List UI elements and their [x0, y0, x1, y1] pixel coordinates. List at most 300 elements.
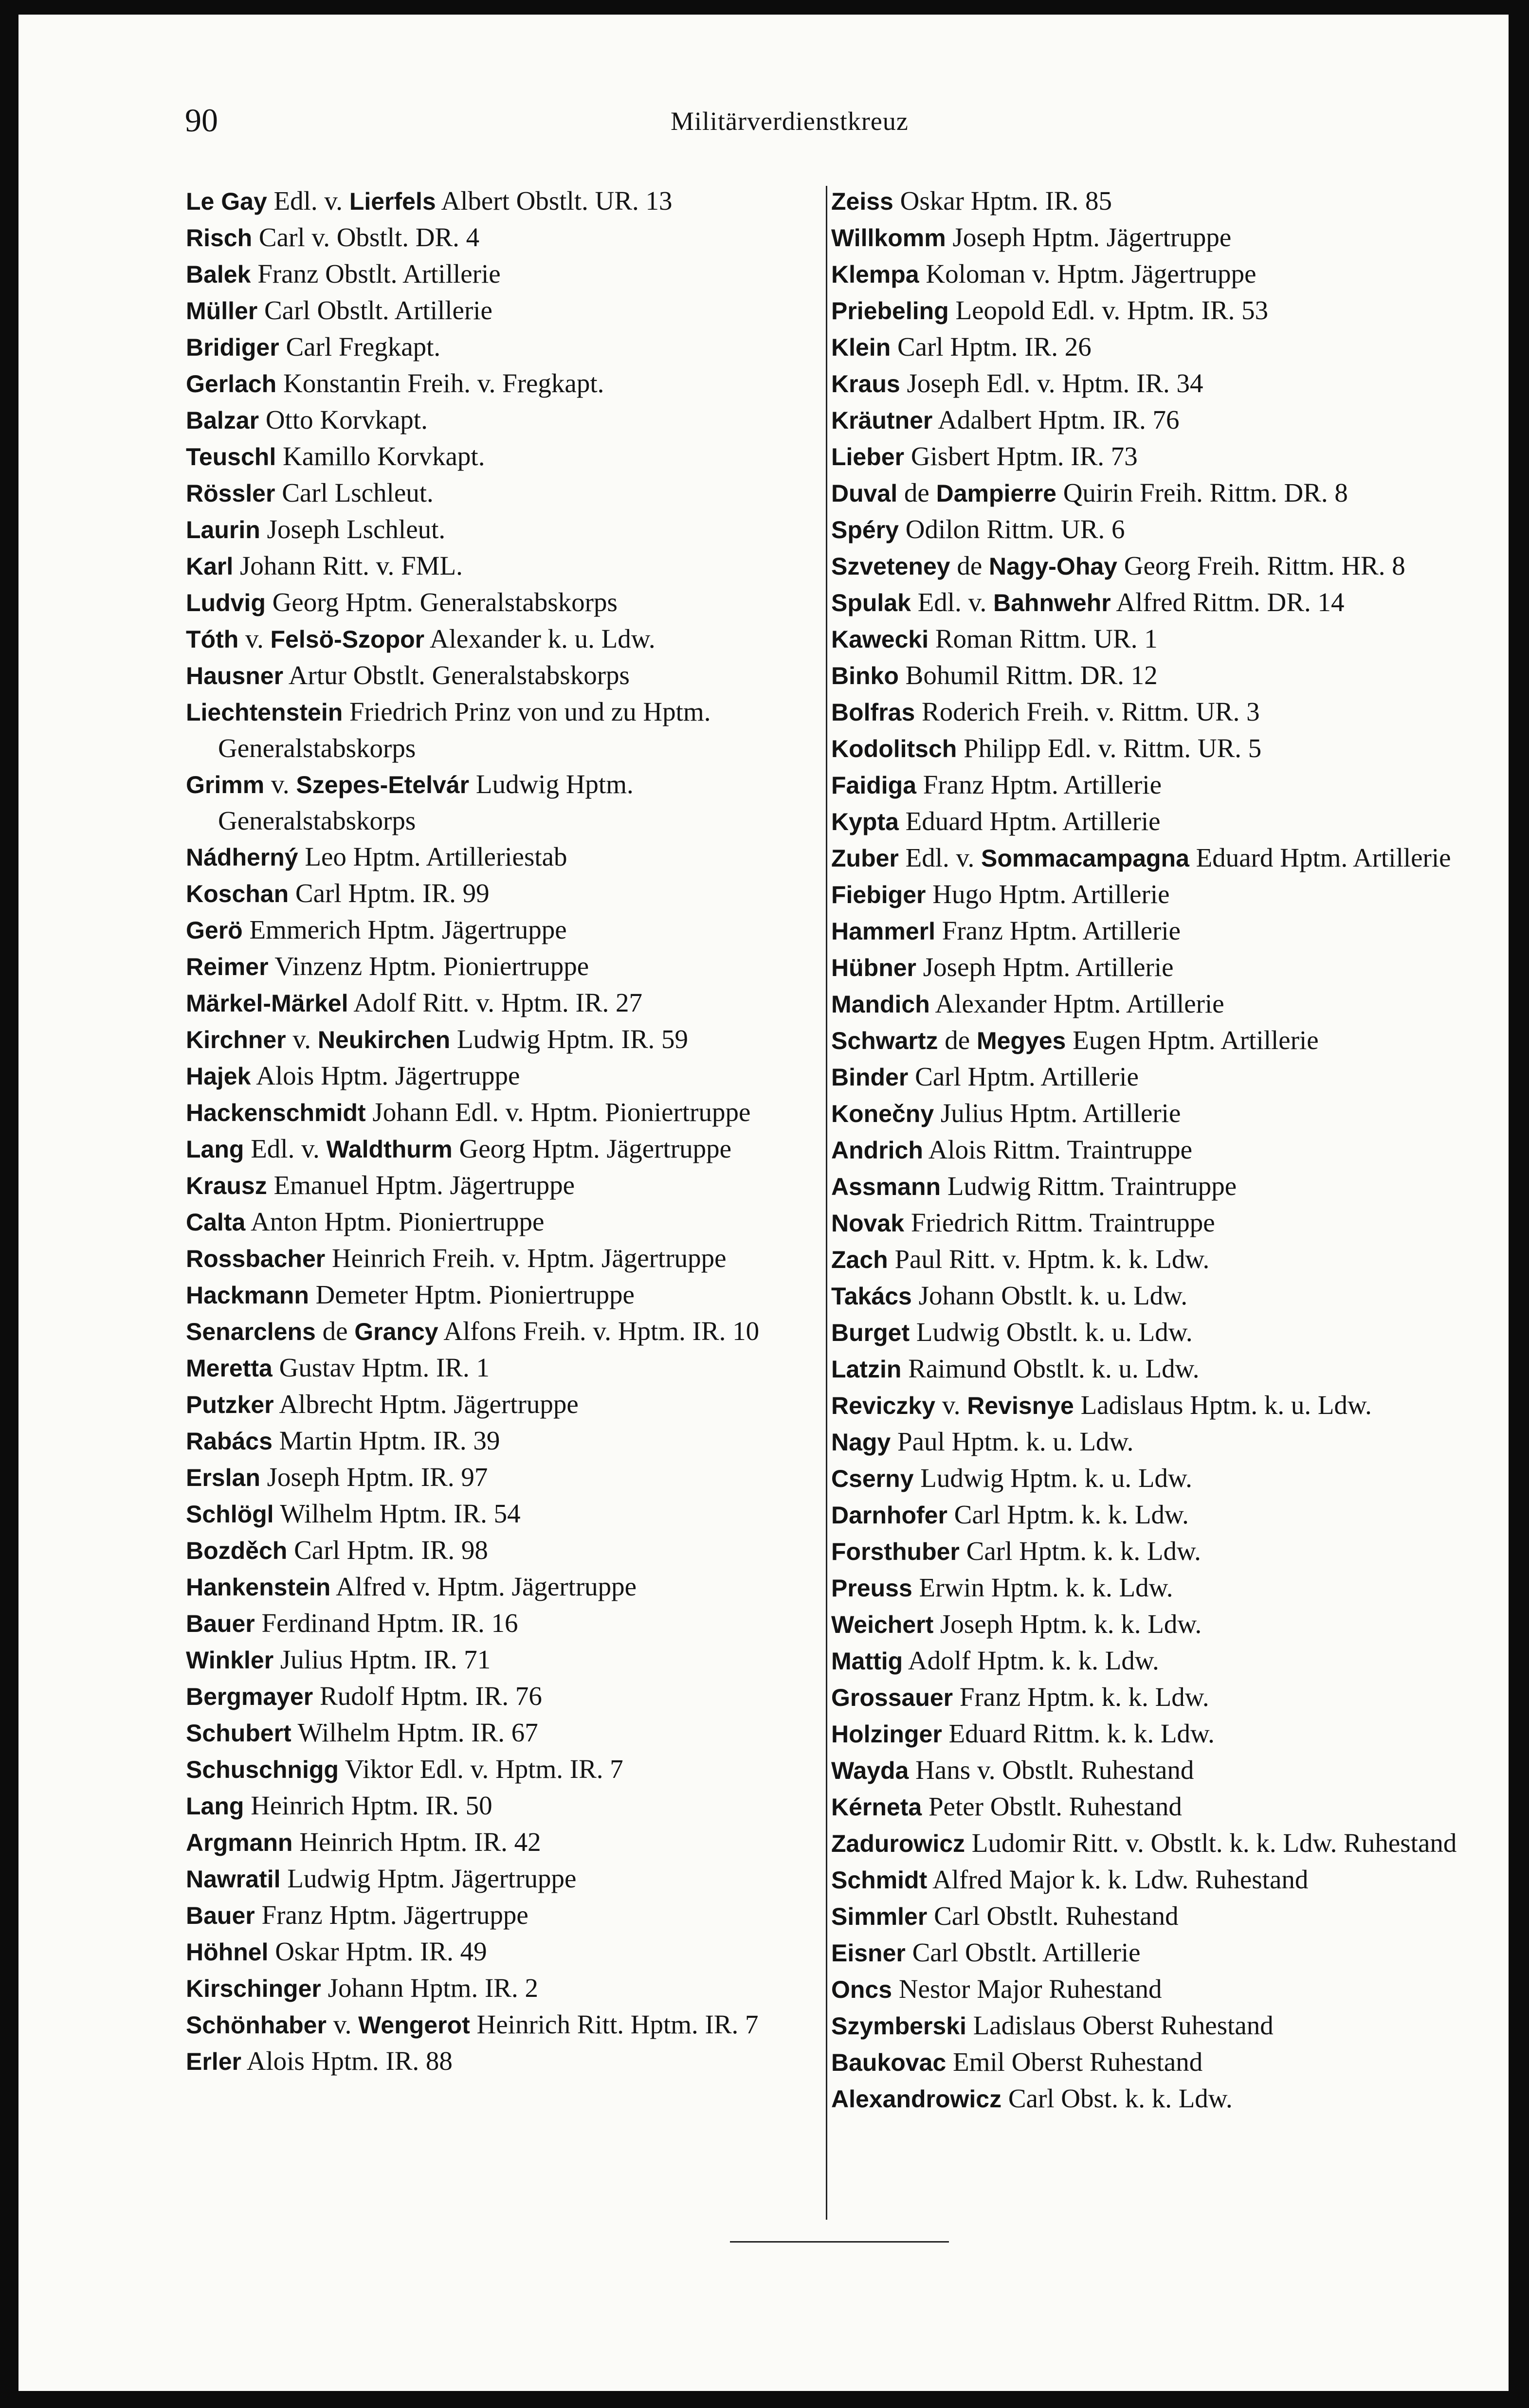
- entry-details: Vinzenz Hptm. Pioniertruppe: [268, 951, 589, 981]
- entry-surname: Rössler: [186, 480, 275, 507]
- list-entry: [186, 1350, 822, 1386]
- entry-details: Ludwig Obstlt. k. u. Ldw.: [910, 1317, 1193, 1347]
- entry-details: Adalbert Hptm. IR. 76: [932, 405, 1180, 435]
- entry-surname: Senarclens: [186, 1318, 316, 1345]
- entry-surname: Schmidt: [831, 1866, 928, 1894]
- list-entry: [831, 1606, 1486, 1643]
- entry-details: Franz Hptm. k. k. Ldw.: [953, 1682, 1209, 1712]
- list-entry: [186, 2007, 822, 2043]
- entry-details: Ludwig Hptm. Generalstabskorps: [218, 769, 634, 835]
- list-entry: [186, 1459, 822, 1496]
- entry-details: Carl Hptm. k. k. Ldw.: [959, 1536, 1201, 1566]
- list-entry: [831, 1205, 1486, 1241]
- list-entry: [186, 548, 822, 584]
- list-entry: [831, 1095, 1486, 1132]
- entry-surname: Fiebiger: [831, 881, 926, 908]
- list-entry: [186, 1167, 822, 1204]
- entry-details: Ludwig Hptm. Jägertruppe: [280, 1864, 577, 1893]
- list-entry: [186, 511, 822, 548]
- entry-surname: Kérneta: [831, 1793, 922, 1821]
- entry-surname: Szveteney: [831, 553, 950, 580]
- left-column: [186, 183, 822, 2080]
- entry-details: Alois Hptm. Jägertruppe: [251, 1061, 520, 1090]
- entry-details: Heinrich Hptm. IR. 42: [292, 1827, 541, 1857]
- entry-surname: Lierfels: [349, 188, 436, 215]
- entry-details: Koloman v. Hptm. Jägertruppe: [919, 259, 1256, 289]
- list-entry: [186, 1751, 822, 1788]
- entry-details: Joseph Edl. v. Hptm. IR. 34: [900, 368, 1203, 398]
- list-entry: [186, 1532, 822, 1569]
- entry-details: Paul Hptm. k. u. Ldw.: [891, 1427, 1134, 1456]
- entry-details: Hans v. Obstlt. Ruhestand: [909, 1755, 1194, 1785]
- list-entry: [186, 1788, 822, 1824]
- list-entry: [831, 1825, 1486, 1862]
- entry-surname: Kirschinger: [186, 1975, 321, 2002]
- list-entry: [831, 511, 1486, 548]
- entry-details: Johann Ritt. v. FML.: [233, 551, 463, 580]
- entry-details: Carl Hptm. IR. 98: [287, 1535, 488, 1565]
- list-entry: [831, 1022, 1486, 1059]
- list-entry: [831, 1570, 1486, 1606]
- entry-surname: Bauer: [186, 1610, 255, 1637]
- entry-details: de: [315, 1316, 355, 1346]
- entry-surname: Nawratil: [186, 1865, 281, 1893]
- entry-surname: Koschan: [186, 880, 289, 907]
- entry-surname: Hajek: [186, 1063, 251, 1090]
- list-entry: [831, 803, 1486, 840]
- entry-details: v.: [286, 1024, 318, 1054]
- entry-details: v.: [326, 2010, 359, 2039]
- list-entry: [831, 730, 1486, 767]
- list-entry: [186, 1277, 822, 1313]
- entry-details: Carl Hptm. IR. 99: [289, 878, 490, 908]
- entry-surname: Baukovac: [831, 2049, 947, 2076]
- entry-details: Demeter Hptm. Pioniertruppe: [309, 1280, 635, 1309]
- list-entry: [186, 292, 822, 329]
- entry-surname: Teuschl: [186, 443, 276, 471]
- entry-details: Adolf Hptm. k. k. Ldw.: [903, 1646, 1159, 1675]
- entry-details: Raimund Obstlt. k. u. Ldw.: [901, 1354, 1200, 1383]
- entry-details: Joseph Hptm. k. k. Ldw.: [933, 1609, 1202, 1639]
- list-entry: [831, 1752, 1486, 1789]
- entry-surname: Andrich: [831, 1137, 923, 1164]
- entry-surname: Simmler: [831, 1903, 928, 1930]
- list-entry: [831, 949, 1486, 986]
- entry-surname: Winkler: [186, 1647, 274, 1674]
- list-entry: [831, 1314, 1486, 1351]
- entry-surname: Kodolitsch: [831, 735, 957, 762]
- entry-surname: Faidiga: [831, 772, 917, 799]
- entry-details: Alois Rittm. Traintruppe: [923, 1135, 1193, 1164]
- list-entry: [186, 1094, 822, 1131]
- list-entry: [186, 1642, 822, 1678]
- entry-details: de: [938, 1025, 977, 1055]
- entry-details: Ludwig Hptm. k. u. Ldw.: [913, 1463, 1192, 1493]
- entry-details: v.: [238, 624, 271, 653]
- list-entry: [831, 1278, 1486, 1314]
- entry-surname: Kypta: [831, 808, 899, 835]
- entry-surname: Szepes-Etelvár: [296, 771, 470, 798]
- entry-details: de: [897, 478, 936, 507]
- entry-surname: Tóth: [186, 626, 239, 653]
- entry-surname: Eisner: [831, 1939, 906, 1967]
- entry-details: Eduard Hptm. Artillerie: [1189, 843, 1451, 872]
- entry-details: Albert Obstlt. UR. 13: [436, 186, 673, 216]
- list-entry: [186, 1715, 822, 1751]
- entry-surname: Meretta: [186, 1355, 273, 1382]
- entry-details: Roderich Freih. v. Rittm. UR. 3: [915, 697, 1260, 726]
- list-entry: [831, 2044, 1486, 2081]
- list-entry: [831, 1935, 1486, 1971]
- entry-surname: Höhnel: [186, 1938, 269, 1966]
- entry-details: Joseph Hptm. IR. 97: [260, 1462, 488, 1492]
- entry-surname: Klempa: [831, 261, 919, 288]
- entry-details: Quirin Freih. Rittm. DR. 8: [1056, 478, 1348, 507]
- entry-surname: Balek: [186, 261, 251, 288]
- entry-surname: Argmann: [186, 1829, 293, 1856]
- entry-details: de: [950, 551, 989, 580]
- entry-details: Joseph Lschleut.: [260, 514, 446, 544]
- entry-surname: Takács: [831, 1283, 912, 1310]
- page-number: 90: [185, 102, 218, 139]
- list-entry: [831, 402, 1486, 438]
- list-entry: [186, 621, 822, 657]
- list-entry: [831, 1424, 1486, 1460]
- entry-surname: Weichert: [831, 1611, 934, 1638]
- entry-surname: Holzinger: [831, 1720, 942, 1748]
- entry-surname: Grimm: [186, 771, 265, 798]
- list-entry: [831, 365, 1486, 402]
- list-entry: [186, 219, 822, 256]
- list-entry: [186, 256, 822, 292]
- entry-surname: Hackenschmidt: [186, 1099, 366, 1126]
- list-entry: [186, 1824, 822, 1861]
- list-entry: [186, 1678, 822, 1715]
- entry-surname: Laurin: [186, 516, 260, 543]
- entry-details: Georg Freih. Rittm. HR. 8: [1117, 551, 1405, 580]
- entry-details: Eduard Hptm. Artillerie: [898, 806, 1161, 836]
- list-entry: [831, 1898, 1486, 1935]
- list-entry: [831, 329, 1486, 365]
- entry-surname: Erler: [186, 2048, 241, 2075]
- entry-surname: Felsö-Szopor: [270, 626, 425, 653]
- entry-details: Georg Hptm. Generalstabskorps: [265, 587, 618, 617]
- entry-details: Carl Hptm. Artillerie: [908, 1062, 1139, 1091]
- entry-surname: Binko: [831, 662, 899, 689]
- entry-details: Leo Hptm. Artilleriestab: [298, 842, 567, 871]
- entry-details: Carl Hptm. IR. 26: [891, 332, 1092, 362]
- entry-details: Kamillo Korvkapt.: [276, 441, 485, 471]
- entry-details: Martin Hptm. IR. 39: [272, 1426, 500, 1455]
- entry-details: Eugen Hptm. Artillerie: [1066, 1025, 1319, 1055]
- entry-surname: Assmann: [831, 1173, 941, 1200]
- list-entry: [831, 767, 1486, 803]
- list-entry: [186, 1605, 822, 1642]
- list-entry: [186, 875, 822, 912]
- entry-surname: Bahnwehr: [993, 589, 1111, 616]
- entry-details: Adolf Ritt. v. Hptm. IR. 27: [348, 988, 643, 1017]
- entry-details: Ludomir Ritt. v. Obstlt. k. k. Ldw. Ruhestand: [965, 1828, 1457, 1858]
- entry-details: Alfred Rittm. DR. 14: [1110, 587, 1345, 617]
- entry-surname: Dampierre: [936, 480, 1056, 507]
- entry-details: Nestor Major Ruhestand: [892, 1974, 1162, 2004]
- entry-details: Peter Obstlt. Ruhestand: [922, 1792, 1182, 1821]
- list-entry: [186, 2043, 822, 2080]
- entry-details: Albrecht Hptm. Jägertruppe: [273, 1389, 579, 1419]
- entry-details: Carl Lschleut.: [275, 478, 434, 507]
- entry-details: Odilon Rittm. UR. 6: [898, 514, 1125, 544]
- entry-surname: Duval: [831, 480, 898, 507]
- entry-details: Gisbert Hptm. IR. 73: [904, 441, 1138, 471]
- entry-details: Heinrich Freih. v. Hptm. Jägertruppe: [325, 1243, 727, 1273]
- entry-surname: Balzar: [186, 407, 259, 434]
- entry-surname: Liechtenstein: [186, 699, 343, 726]
- entry-surname: Krausz: [186, 1172, 267, 1199]
- entry-surname: Schubert: [186, 1720, 291, 1747]
- entry-surname: Kräutner: [831, 407, 933, 434]
- entry-details: Bohumil Rittm. DR. 12: [898, 660, 1158, 690]
- list-entry: [186, 1131, 822, 1167]
- entry-details: Carl Obstlt. Artillerie: [257, 295, 492, 325]
- entry-surname: Calta: [186, 1209, 246, 1236]
- entry-details: Johann Edl. v. Hptm. Pioniertruppe: [365, 1097, 751, 1127]
- list-entry: [831, 913, 1486, 949]
- entry-surname: Willkomm: [831, 224, 946, 252]
- entry-details: Ludwig Rittm. Traintruppe: [941, 1171, 1237, 1201]
- list-entry: [186, 1423, 822, 1459]
- entry-surname: Kirchner: [186, 1026, 286, 1053]
- entry-surname: Wayda: [831, 1757, 909, 1784]
- list-entry: [186, 584, 822, 621]
- list-entry: [831, 1716, 1486, 1752]
- list-entry: [186, 839, 822, 875]
- list-entry: [831, 292, 1486, 329]
- entry-details: Emanuel Hptm. Jägertruppe: [267, 1170, 575, 1200]
- entry-surname: Grancy: [354, 1318, 438, 1345]
- entry-details: Julius Hptm. IR. 71: [273, 1645, 491, 1674]
- page-sheet: [18, 15, 1509, 2391]
- entry-details: Johann Hptm. IR. 2: [321, 1973, 538, 2003]
- list-entry: [831, 1059, 1486, 1095]
- entry-details: Carl Fregkapt.: [279, 332, 441, 362]
- entry-details: Alexander k. u. Ldw.: [424, 624, 655, 653]
- list-entry: [186, 657, 822, 694]
- entry-surname: Wengerot: [358, 2011, 470, 2039]
- entry-surname: Rossbacher: [186, 1245, 326, 1272]
- list-entry: [831, 1168, 1486, 1205]
- list-entry: [186, 402, 822, 438]
- entry-surname: Karl: [186, 553, 234, 580]
- entry-surname: Bolfras: [831, 699, 915, 726]
- entry-details: Oskar Hptm. IR. 49: [268, 1937, 487, 1966]
- list-entry: [186, 329, 822, 365]
- running-title: Militärverdienstkreuz: [671, 107, 909, 136]
- entry-details: Georg Hptm. Jägertruppe: [452, 1134, 732, 1163]
- entry-details: Oskar Hptm. IR. 85: [893, 186, 1112, 216]
- list-entry: [831, 1460, 1486, 1497]
- list-entry: [186, 1934, 822, 1970]
- list-entry: [831, 1497, 1486, 1533]
- entry-details: Emmerich Hptm. Jägertruppe: [242, 915, 567, 944]
- entry-surname: Lang: [186, 1792, 244, 1820]
- entry-details: Ferdinand Hptm. IR. 16: [255, 1608, 518, 1638]
- entry-surname: Ludvig: [186, 589, 266, 616]
- entry-surname: Zadurowicz: [831, 1830, 965, 1857]
- entry-surname: Le Gay: [186, 188, 267, 215]
- list-entry: [186, 1861, 822, 1897]
- entry-surname: Rabács: [186, 1428, 273, 1455]
- entry-surname: Nagy-Ohay: [989, 553, 1117, 580]
- list-entry: [831, 876, 1486, 913]
- entry-details: Hugo Hptm. Artillerie: [926, 879, 1170, 909]
- entry-details: Emil Oberst Ruhestand: [946, 2047, 1203, 2077]
- entry-surname: Gerlach: [186, 370, 277, 398]
- list-entry: [186, 1058, 822, 1094]
- list-entry: [831, 1643, 1486, 1679]
- list-entry: [186, 1240, 822, 1277]
- list-entry: [186, 1496, 822, 1532]
- list-entry: [831, 584, 1486, 621]
- entry-surname: Neukirchen: [317, 1026, 451, 1053]
- entry-details: Viktor Edl. v. Hptm. IR. 7: [338, 1754, 623, 1784]
- entry-details: Friedrich Prinz von und zu Hptm. Generalstabskorps: [218, 697, 711, 763]
- entry-surname: Zach: [831, 1246, 888, 1273]
- list-entry: [831, 438, 1486, 475]
- entry-surname: Cserny: [831, 1465, 914, 1492]
- list-entry: [186, 183, 822, 219]
- entry-details: Carl Obstlt. Artillerie: [905, 1937, 1141, 1967]
- entry-details: Eduard Rittm. k. k. Ldw.: [942, 1719, 1215, 1748]
- entry-details: Wilhelm Hptm. IR. 67: [291, 1718, 538, 1747]
- list-entry: [831, 694, 1486, 730]
- entry-surname: Schlögl: [186, 1501, 274, 1528]
- list-entry: [831, 1533, 1486, 1570]
- entry-details: Ladislaus Hptm. k. u. Ldw.: [1074, 1390, 1372, 1420]
- entry-surname: Oncs: [831, 1976, 892, 2003]
- entry-details: Carl Hptm. k. k. Ldw.: [947, 1500, 1189, 1529]
- list-entry: [186, 1021, 822, 1058]
- entry-surname: Lieber: [831, 443, 905, 471]
- entry-surname: Szymberski: [831, 2012, 966, 2040]
- entry-surname: Preuss: [831, 1575, 912, 1602]
- list-entry: [831, 1241, 1486, 1278]
- entry-details: Wilhelm Hptm. IR. 54: [273, 1499, 521, 1528]
- entry-details: Heinrich Hptm. IR. 50: [244, 1791, 492, 1820]
- list-entry: [831, 2008, 1486, 2044]
- entry-details: Rudolf Hptm. IR. 76: [313, 1681, 542, 1711]
- entry-surname: Gerö: [186, 917, 243, 944]
- list-entry: [186, 438, 822, 475]
- entry-surname: Revisnye: [967, 1392, 1074, 1419]
- entry-surname: Reviczky: [831, 1392, 936, 1419]
- entry-details: Edl. v.: [910, 587, 994, 617]
- list-entry: [186, 1569, 822, 1605]
- list-entry: [186, 475, 822, 511]
- entry-details: Alfons Freih. v. Hptm. IR. 10: [438, 1316, 760, 1346]
- entry-surname: Hübner: [831, 954, 916, 981]
- entry-details: Carl Obst. k. k. Ldw.: [1001, 2083, 1233, 2113]
- entry-surname: Schwartz: [831, 1027, 938, 1054]
- list-entry: [831, 475, 1486, 511]
- list-entry: [831, 1387, 1486, 1424]
- entry-details: Julius Hptm. Artillerie: [934, 1098, 1181, 1128]
- entry-surname: Megyes: [976, 1027, 1066, 1054]
- entry-surname: Spulak: [831, 589, 911, 616]
- list-entry: [831, 2081, 1486, 2117]
- list-entry: [186, 1897, 822, 1934]
- list-entry: [186, 985, 822, 1021]
- list-entry: [186, 912, 822, 948]
- list-entry: [831, 1789, 1486, 1825]
- entry-details: Franz Hptm. Jägertruppe: [255, 1900, 528, 1930]
- entry-surname: Nádherný: [186, 844, 298, 871]
- entry-details: Carl v. Obstlt. DR. 4: [252, 222, 480, 252]
- entry-details: Johann Obstlt. k. u. Ldw.: [911, 1281, 1188, 1310]
- entry-details: Erwin Hptm. k. k. Ldw.: [912, 1573, 1173, 1602]
- entry-surname: Klein: [831, 334, 891, 361]
- entry-details: Heinrich Ritt. Hptm. IR. 7: [470, 2010, 759, 2039]
- entry-details: Carl Obstlt. Ruhestand: [927, 1901, 1179, 1931]
- list-entry: [186, 365, 822, 402]
- entry-details: Ludwig Hptm. IR. 59: [450, 1024, 689, 1054]
- list-entry: [831, 986, 1486, 1022]
- entry-surname: Risch: [186, 224, 253, 252]
- entry-surname: Sommacampagna: [981, 845, 1189, 872]
- entry-details: v.: [264, 769, 296, 799]
- entry-details: Franz Hptm. Artillerie: [916, 770, 1162, 799]
- list-entry: [186, 694, 822, 766]
- list-entry: [831, 183, 1486, 219]
- entry-surname: Schönhaber: [186, 2011, 327, 2039]
- list-entry: [831, 840, 1486, 876]
- entry-surname: Schuschnigg: [186, 1756, 339, 1783]
- entry-surname: Bozděch: [186, 1537, 288, 1564]
- entry-surname: Nagy: [831, 1429, 891, 1456]
- list-entry: [186, 766, 822, 839]
- entry-surname: Erslan: [186, 1464, 260, 1491]
- entry-details: Edl. v.: [267, 186, 349, 216]
- entry-surname: Hankenstein: [186, 1574, 331, 1601]
- entry-surname: Grossauer: [831, 1684, 953, 1711]
- entry-surname: Hackmann: [186, 1282, 309, 1309]
- entry-surname: Zeiss: [831, 188, 893, 215]
- entry-details: Gustav Hptm. IR. 1: [272, 1353, 490, 1382]
- entry-surname: Latzin: [831, 1356, 902, 1383]
- entry-details: Anton Hptm. Pioniertruppe: [245, 1207, 545, 1236]
- entry-surname: Lang: [186, 1136, 244, 1163]
- list-entry: [831, 548, 1486, 584]
- entry-surname: Konečny: [831, 1100, 934, 1127]
- entry-details: Ladislaus Oberst Ruhestand: [966, 2010, 1274, 2040]
- entry-details: Edl. v.: [898, 843, 981, 872]
- entry-surname: Darnhofer: [831, 1502, 947, 1529]
- entry-surname: Bridiger: [186, 334, 279, 361]
- entry-surname: Kraus: [831, 370, 900, 398]
- list-entry: [831, 1862, 1486, 1898]
- list-entry: [831, 621, 1486, 657]
- entry-details: Alexander Hptm. Artillerie: [929, 989, 1224, 1018]
- entry-details: Philipp Edl. v. Rittm. UR. 5: [957, 733, 1262, 763]
- entry-details: Joseph Hptm. Artillerie: [916, 952, 1174, 982]
- entry-details: Edl. v.: [244, 1134, 327, 1163]
- entry-surname: Märkel-Märkel: [186, 990, 348, 1017]
- list-entry: [186, 948, 822, 985]
- list-entry: [831, 256, 1486, 292]
- entry-surname: Kawecki: [831, 626, 929, 653]
- entry-details: v.: [935, 1390, 967, 1420]
- entry-surname: Reimer: [186, 953, 269, 980]
- entry-surname: Hausner: [186, 662, 284, 689]
